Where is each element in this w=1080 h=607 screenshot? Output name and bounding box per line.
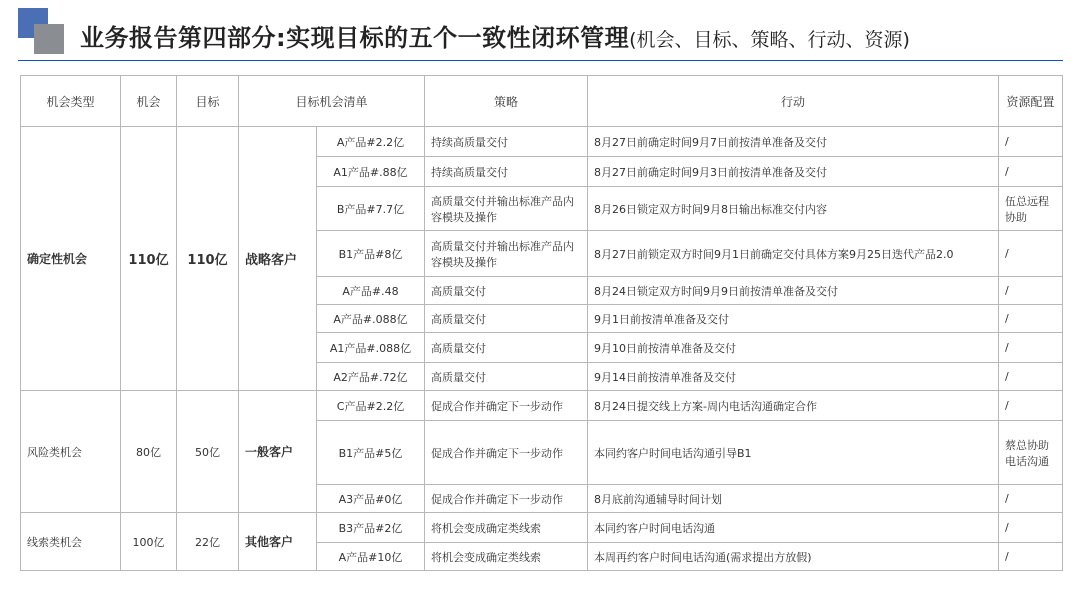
strategy-cell: 高质量交付: [425, 363, 588, 391]
resource-cell: /: [999, 157, 1063, 187]
loop-management-table: [20, 75, 1063, 571]
strategy-cell: 高质量交付: [425, 305, 588, 333]
action-cell: 本同约客户时间电话沟通引导B1: [588, 421, 999, 485]
action-cell: 8月26日锁定双方时间9月8日输出标准交付内容: [588, 187, 999, 231]
resource-cell: /: [999, 333, 1063, 363]
opportunity-type-cell: 确定性机会: [21, 127, 121, 391]
strategy-cell: 高质量交付: [425, 333, 588, 363]
target-cell: 22亿: [177, 513, 239, 571]
item-cell: B1产品#8亿: [317, 231, 425, 277]
header-cell: 行动: [588, 76, 999, 127]
resource-cell: /: [999, 543, 1063, 571]
action-cell: 8月27日前锁定双方时间9月1日前确定交付具体方案9月25日迭代产品2.0: [588, 231, 999, 277]
opportunity-cell: 110亿: [121, 127, 177, 391]
header-cell: 目标机会清单: [239, 76, 425, 127]
title-main: 业务报告第四部分:实现目标的五个一致性闭环管理: [80, 24, 630, 52]
logo-squares-icon: [18, 8, 64, 54]
action-cell: 本周再约客户时间电话沟通(需求提出方放假): [588, 543, 999, 571]
item-cell: A3产品#0亿: [317, 485, 425, 513]
action-cell: 本同约客户时间电话沟通: [588, 513, 999, 543]
target-cell: 50亿: [177, 391, 239, 513]
strategy-cell: 持续高质量交付: [425, 157, 588, 187]
table-row: [21, 127, 1063, 157]
item-cell: B3产品#2亿: [317, 513, 425, 543]
action-cell: 9月14日前按清单准备及交付: [588, 363, 999, 391]
header-cell: 机会类型: [21, 76, 121, 127]
resource-cell: 蔡总协助电话沟通: [999, 421, 1063, 485]
resource-cell: 伍总远程协助: [999, 187, 1063, 231]
action-cell: 9月1日前按清单准备及交付: [588, 305, 999, 333]
item-cell: B产品#7.7亿: [317, 187, 425, 231]
action-cell: 8月27日前确定时间9月3日前按清单准备及交付: [588, 157, 999, 187]
strategy-cell: 将机会变成确定类线索: [425, 513, 588, 543]
target-cell: 110亿: [177, 127, 239, 391]
action-cell: 8月24日提交线上方案-周内电话沟通确定合作: [588, 391, 999, 421]
resource-cell: /: [999, 127, 1063, 157]
page-title: [80, 18, 910, 53]
opportunity-cell: 80亿: [121, 391, 177, 513]
resource-cell: /: [999, 305, 1063, 333]
strategy-cell: 促成合作并确定下一步动作: [425, 421, 588, 485]
strategy-cell: 促成合作并确定下一步动作: [425, 485, 588, 513]
logo-gray-square: [34, 24, 64, 54]
resource-cell: /: [999, 391, 1063, 421]
header-cell: 策略: [425, 76, 588, 127]
table-row: [21, 513, 1063, 543]
table-row: [21, 391, 1063, 421]
opportunity-type-cell: 线索类机会: [21, 513, 121, 571]
item-cell: A2产品#.72亿: [317, 363, 425, 391]
title-sub: (机会、目标、策略、行动、资源): [629, 29, 910, 51]
item-cell: A产品#.48: [317, 277, 425, 305]
resource-cell: /: [999, 485, 1063, 513]
action-cell: 9月10日前按清单准备及交付: [588, 333, 999, 363]
resource-cell: /: [999, 363, 1063, 391]
customer-cell: 其他客户: [239, 513, 317, 571]
header-cell: 资源配置: [999, 76, 1063, 127]
action-cell: 8月27日前确定时间9月7日前按清单准备及交付: [588, 127, 999, 157]
customer-cell: 战略客户: [239, 127, 317, 391]
item-cell: C产品#2.2亿: [317, 391, 425, 421]
action-cell: 8月24日锁定双方时间9月9日前按清单准备及交付: [588, 277, 999, 305]
table-header-row: [21, 76, 1063, 127]
resource-cell: /: [999, 277, 1063, 305]
header-cell: 目标: [177, 76, 239, 127]
strategy-cell: 高质量交付: [425, 277, 588, 305]
item-cell: B1产品#5亿: [317, 421, 425, 485]
strategy-cell: 持续高质量交付: [425, 127, 588, 157]
item-cell: A产品#10亿: [317, 543, 425, 571]
opportunity-type-cell: 风险类机会: [21, 391, 121, 513]
strategy-cell: 高质量交付并输出标准产品内容模块及操作: [425, 187, 588, 231]
opportunity-cell: 100亿: [121, 513, 177, 571]
item-cell: A1产品#.088亿: [317, 333, 425, 363]
customer-cell: 一般客户: [239, 391, 317, 513]
action-cell: 8月底前沟通辅导时间计划: [588, 485, 999, 513]
header-cell: 机会: [121, 76, 177, 127]
resource-cell: /: [999, 231, 1063, 277]
item-cell: A1产品#.88亿: [317, 157, 425, 187]
title-divider: [18, 60, 1063, 61]
resource-cell: /: [999, 513, 1063, 543]
item-cell: A产品#.088亿: [317, 305, 425, 333]
strategy-cell: 促成合作并确定下一步动作: [425, 391, 588, 421]
strategy-cell: 将机会变成确定类线索: [425, 543, 588, 571]
item-cell: A产品#2.2亿: [317, 127, 425, 157]
strategy-cell: 高质量交付并输出标准产品内容模块及操作: [425, 231, 588, 277]
